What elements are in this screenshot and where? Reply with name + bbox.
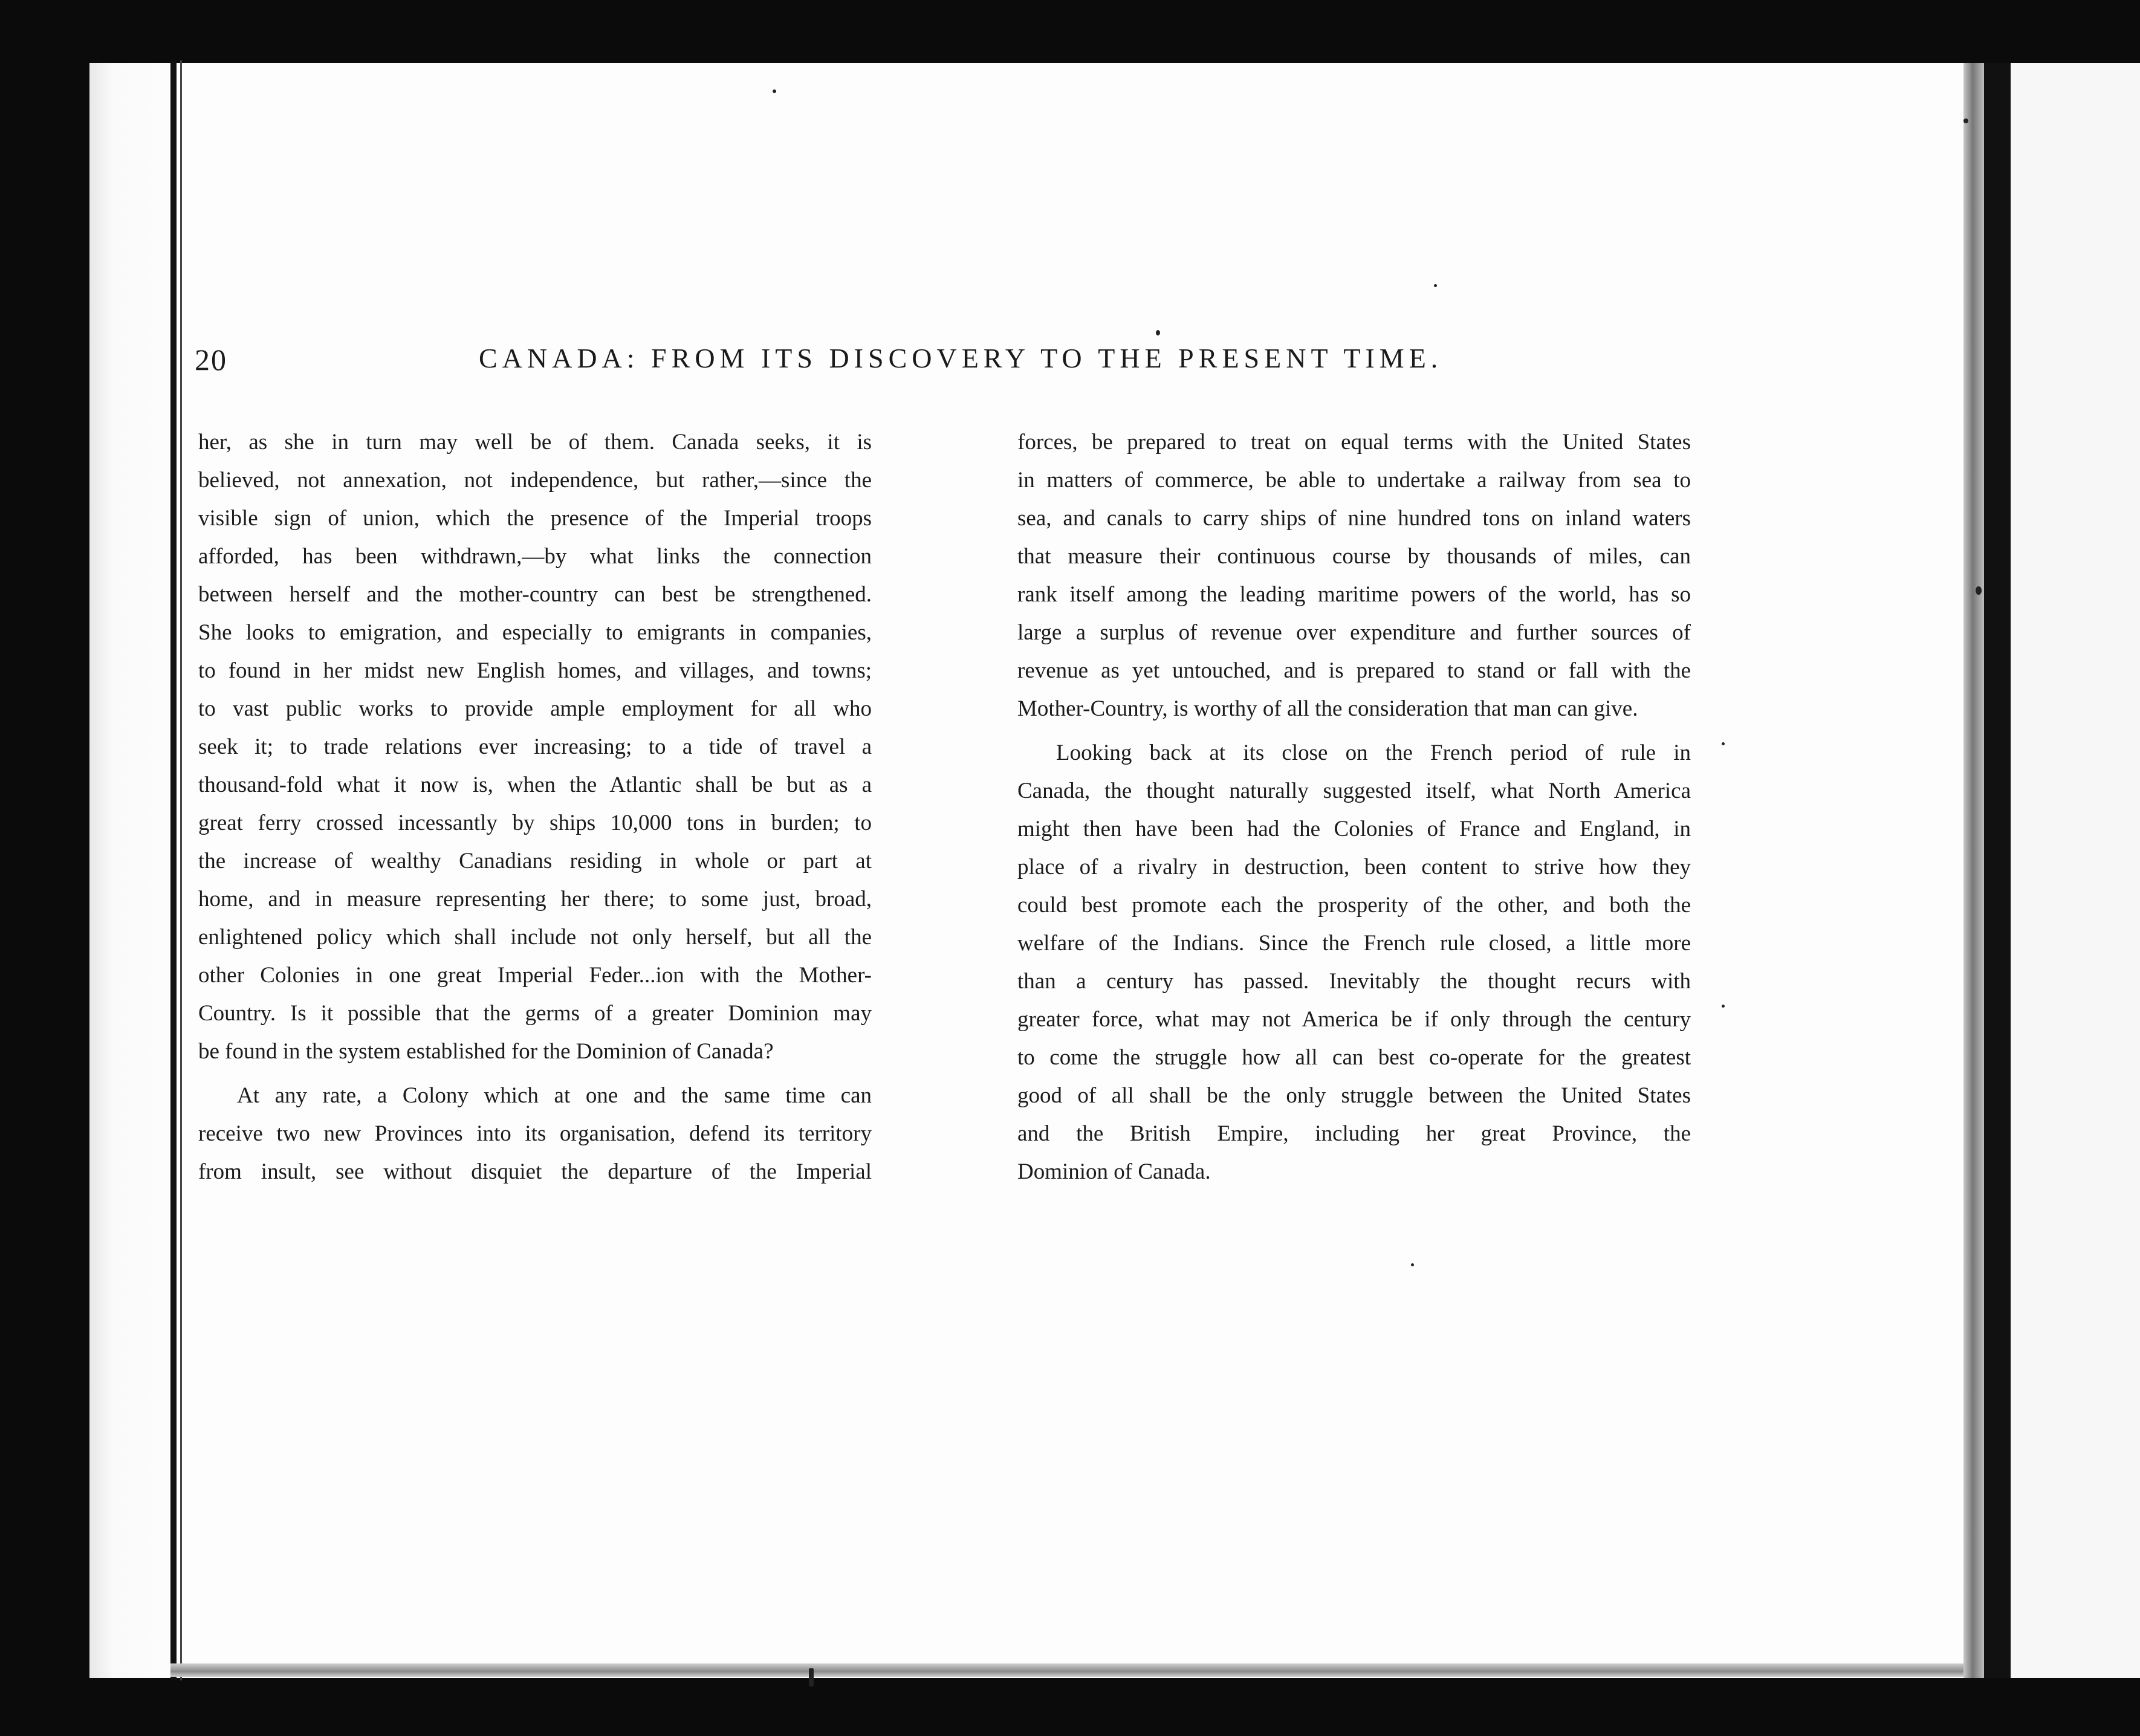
paragraph bbox=[198, 423, 872, 1070]
left-text-column bbox=[198, 423, 872, 1191]
right-text-column bbox=[1017, 423, 1691, 1191]
text-line: to come the struggle how all can best co-operate for the greatest bbox=[1017, 1045, 1691, 1070]
text-line: and the British Empire, including her great Province, the bbox=[1017, 1121, 1691, 1146]
text-line: receive two new Provinces into its organisation, defend its territory bbox=[198, 1121, 872, 1146]
text-line: greater force, what may not America be if only through the century bbox=[1017, 1007, 1691, 1032]
text-line: Looking back at its close on the French period of rule in bbox=[1056, 740, 1691, 765]
text-line: other Colonies in one great Imperial Feder...ion with the Mother- bbox=[198, 963, 872, 988]
paragraph bbox=[1017, 734, 1691, 1191]
adjacent-page-edge bbox=[2011, 63, 2140, 1678]
scan-border-right bbox=[1984, 63, 2011, 1678]
text-line: rank itself among the leading maritime powers of the world, has so bbox=[1017, 582, 1691, 607]
page-number: 20 bbox=[195, 343, 227, 377]
text-line: Canada, the thought naturally suggested itself, what North America bbox=[1017, 779, 1691, 803]
text-line: could best promote each the prosperity of the other, and both the bbox=[1017, 893, 1691, 918]
dust-speck bbox=[809, 1668, 814, 1686]
text-line: that measure their continuous course by thousands of miles, can bbox=[1017, 544, 1691, 569]
text-line: place of a rivalry in destruction, been content to strive how they bbox=[1017, 855, 1691, 879]
text-line: between herself and the mother-country can best be strengthened. bbox=[198, 582, 872, 607]
text-line: be found in the system established for the Dominion of Canada? bbox=[198, 1039, 774, 1064]
page-fore-edge-shadow bbox=[1963, 63, 1984, 1678]
text-line: great ferry crossed incessantly by ships 10,000 tons in burden; to bbox=[198, 811, 872, 835]
text-line: At any rate, a Colony which at one and the same time can bbox=[237, 1083, 872, 1108]
dust-speck bbox=[773, 89, 776, 93]
text-line: Mother-Country, is worthy of all the consideration that man can give. bbox=[1017, 696, 1638, 721]
text-line: seek it; to trade relations ever increasing; to a tide of travel a bbox=[198, 734, 872, 759]
text-line: her, as she in turn may well be of them. Canada seeks, it is bbox=[198, 430, 872, 455]
text-line: Country. Is it possible that the germs of a greater Dominion may bbox=[198, 1001, 872, 1026]
text-line: than a century has passed. Inevitably the thought recurs with bbox=[1017, 969, 1691, 994]
text-line: forces, be prepared to treat on equal terms with the United States bbox=[1017, 430, 1691, 455]
dust-speck bbox=[1156, 330, 1160, 335]
text-line: sea, and canals to carry ships of nine hundred tons on inland waters bbox=[1017, 506, 1691, 531]
text-line: She looks to emigration, and especially to emigrants in companies, bbox=[198, 620, 872, 645]
dust-speck bbox=[1963, 118, 1968, 123]
text-line: home, and in measure representing her there; to some just, broad, bbox=[198, 887, 872, 912]
text-line: welfare of the Indians. Since the French rule closed, a little more bbox=[1017, 931, 1691, 956]
dust-speck bbox=[1434, 284, 1437, 287]
text-line: from insult, see without disquiet the departure of the Imperial bbox=[198, 1159, 872, 1184]
text-line: in matters of commerce, be able to undertake a railway from sea to bbox=[1017, 468, 1691, 493]
text-line: visible sign of union, which the presence of the Imperial troops bbox=[198, 506, 872, 531]
binding-edge-rule bbox=[170, 60, 177, 1680]
text-line: afforded, has been withdrawn,—by what links the connection bbox=[198, 544, 872, 569]
text-line: to vast public works to provide ample employment for all who bbox=[198, 696, 872, 721]
text-line: Dominion of Canada. bbox=[1017, 1159, 1211, 1184]
text-line: enlightened policy which shall include not only herself, but all the bbox=[198, 925, 872, 950]
text-line: believed, not annexation, not independence, but rather,—since the bbox=[198, 468, 872, 493]
text-line: to found in her midst new English homes, and villages, and towns; bbox=[198, 658, 872, 683]
running-header bbox=[195, 342, 1443, 384]
text-line: good of all shall be the only struggle between the United States bbox=[1017, 1083, 1691, 1108]
dust-speck bbox=[1722, 742, 1725, 745]
paragraph bbox=[1017, 423, 1691, 728]
dust-speck bbox=[1976, 586, 1982, 595]
paragraph bbox=[198, 1077, 872, 1191]
text-line: thousand-fold what it now is, when the Atlantic shall be but as a bbox=[198, 772, 872, 797]
dust-speck bbox=[1722, 1005, 1725, 1008]
text-line: large a surplus of revenue over expenditure and further sources of bbox=[1017, 620, 1691, 645]
running-title: CANADA: FROM ITS DISCOVERY TO THE PRESENT TIME. bbox=[479, 343, 1443, 374]
binding-edge-inner-rule bbox=[180, 60, 182, 1680]
page-bottom-edge bbox=[170, 1663, 1984, 1677]
text-line: might then have been had the Colonies of France and England, in bbox=[1017, 817, 1691, 841]
text-line: the increase of wealthy Canadians residing in whole or part at bbox=[198, 849, 872, 873]
dust-speck bbox=[1411, 1263, 1414, 1266]
text-line: revenue as yet untouched, and is prepared to stand or fall with the bbox=[1017, 658, 1691, 683]
